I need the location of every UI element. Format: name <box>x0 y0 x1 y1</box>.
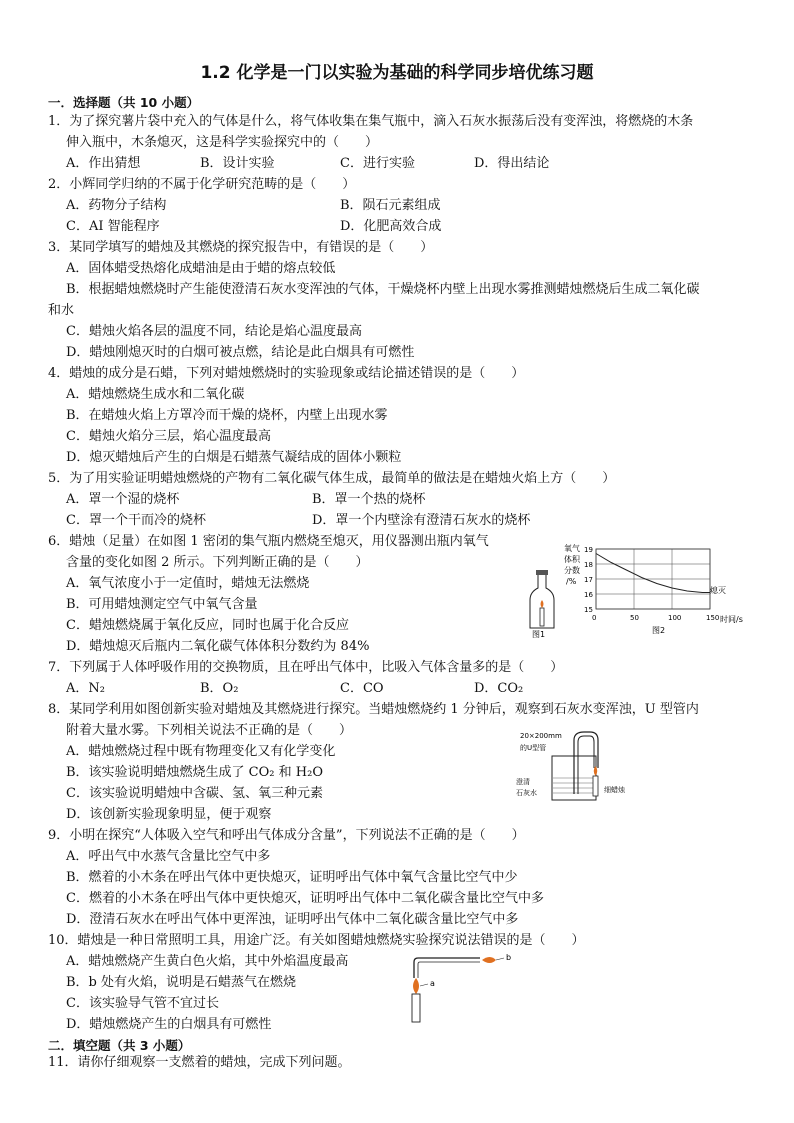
q3-option-b-cont: 和水 <box>48 303 75 318</box>
section-choice-heading: 一．选择题（共 10 小题） <box>48 95 200 110</box>
q2-option-b: B．陨石元素组成 <box>340 198 441 213</box>
q1-stem-cont: 伸入瓶中，木条熄灭，这是科学实验探究中的（ ） <box>66 135 379 150</box>
chart-ytick-label-4: 19 <box>584 546 593 554</box>
q10-option-b: B．b 处有火焰，说明是石蜡蒸气在燃烧 <box>66 975 297 990</box>
q8-option-a: A．蜡烛燃烧过程中既有物理变化又有化学变化 <box>66 744 336 759</box>
chart-xtick-label-1: 50 <box>630 614 639 622</box>
q8-label-tube-size: 20×200mm <box>520 732 562 740</box>
q8-label-limewater-1: 澄清 <box>516 778 530 786</box>
q3-option-d: D．蜡烛刚熄灭时的白烟可被点燃，结论是此白烟具有可燃性 <box>66 345 415 360</box>
q5-option-c: C．罩一个干而冷的烧杯 <box>66 513 206 528</box>
q8-label-candle: 细蜡烛 <box>604 786 625 794</box>
q4-stem: 4．蜡烛的成分是石蜡，下列对蜡烛燃烧时的实验现象或结论描述错误的是（ ） <box>48 366 525 381</box>
q7-option-d: D．CO₂ <box>474 681 524 696</box>
q8-stem-cont: 附着大量水雾。下列相关说法不正确的是（ ） <box>66 723 353 738</box>
chart-ylabel-1: 氧气 <box>564 544 580 553</box>
q7-option-b: B．O₂ <box>200 681 239 696</box>
q5-option-b: B．罩一个热的烧杯 <box>312 492 426 507</box>
q5-option-d: D．罩一个内壁涂有澄清石灰水的烧杯 <box>312 513 531 528</box>
chart-xlabel: 时间/s <box>720 615 743 624</box>
q6-option-b: B．可用蜡烛测定空气中氧气含量 <box>66 597 258 612</box>
q4-option-a: A．蜡烛燃烧生成水和二氧化碳 <box>66 387 245 402</box>
chart-ytick-label-1: 16 <box>584 591 593 599</box>
q8-stem: 8．某同学利用如图创新实验对蜡烛及其燃烧进行探究。当蜡烛燃烧约 1 分钟后，观察到石灰水变浑浊，U 型管内 <box>48 702 699 717</box>
page-title: 1.2 化学是一门以实验为基础的科学同步培优练习题 <box>200 63 594 83</box>
q6-figure1-flask <box>522 568 562 638</box>
chart-annotation: 熄灭 <box>710 586 726 595</box>
q7-option-a: A．N₂ <box>66 681 105 696</box>
q3-option-b: B．根据蜡烛燃烧时产生能使澄清石灰水变浑浊的气体，干燥烧杯内壁上出现水雾推测蜡烛燃烧后生成二氧化碳 <box>66 282 700 297</box>
q11-stem: 11．请你仔细观察一支燃着的蜡烛，完成下列问题。 <box>48 1055 351 1070</box>
q6-option-c: C．蜡烛燃烧属于氧化反应，同时也属于化合反应 <box>66 618 349 633</box>
q6-option-a: A．氧气浓度小于一定值时，蜡烛无法燃烧 <box>66 576 310 591</box>
q3-option-c: C．蜡烛火焰各层的温度不同，结论是焰心温度最高 <box>66 324 362 339</box>
q6-stem-cont: 含量的变化如图 2 所示。下列判断正确的是（ ） <box>66 555 369 570</box>
q9-option-d: D．澄清石灰水在呼出气体中更浑浊，证明呼出气体中二氧化碳含量比空气中多 <box>66 912 519 927</box>
q6-stem: 6．蜡烛（足量）在如图 1 密闭的集气瓶内燃烧至熄灭，用仪器测出瓶内氧气 <box>48 534 489 549</box>
q2-stem: 2．小辉同学归纳的不属于化学研究范畴的是（ ） <box>48 177 356 192</box>
q5-option-a: A．罩一个湿的烧杯 <box>66 492 180 507</box>
q1-option-c: C．进行实验 <box>340 156 415 171</box>
q8-apparatus-figure <box>512 728 642 810</box>
q10-label-b: b <box>506 953 512 962</box>
chart-grid <box>596 549 710 609</box>
q10-option-c: C．该实验导气管不宜过长 <box>66 996 219 1011</box>
q3-stem: 3．某同学填写的蜡烛及其燃烧的探究报告中，有错误的是（ ） <box>48 240 434 255</box>
q10-option-d: D．蜡烛燃烧产生的白烟具有可燃性 <box>66 1017 272 1032</box>
q9-option-a: A．呼出气中水蒸气含量比空气中多 <box>66 849 271 864</box>
q4-option-b: B．在蜡烛火焰上方罩冷而干燥的烧杯，内壁上出现水雾 <box>66 408 388 423</box>
q2-option-a: A．药物分子结构 <box>66 198 167 213</box>
q10-label-a: a <box>430 979 435 988</box>
q4-option-c: C．蜡烛火焰分三层，焰心温度最高 <box>66 429 271 444</box>
q1-option-b: B．设计实验 <box>200 156 275 171</box>
q7-option-c: C．CO <box>340 681 384 696</box>
q2-option-c: C．AI 智能程序 <box>66 219 160 234</box>
section-fill-heading: 二．填空题（共 3 小题） <box>48 1038 191 1053</box>
q10-stem: 10．蜡烛是一种日常照明工具，用途广泛。有关如图蜡烛燃烧实验探究说法错误的是（ ） <box>48 933 585 948</box>
chart-ylabel-2: 体积 <box>564 555 580 564</box>
q1-option-d: D．得出结论 <box>474 156 550 171</box>
q9-option-c: C．燃着的小木条在呼出气体中更快熄灭，证明呼出气体中二氧化碳含量比空气中多 <box>66 891 544 906</box>
q1-option-a: A．作出猜想 <box>66 156 141 171</box>
chart-ytick-label-3: 18 <box>584 561 593 569</box>
q4-option-d: D．熄灭蜡烛后产生的白烟是石蜡蒸气凝结成的固体小颗粒 <box>66 450 402 465</box>
chart-xtick-label-3: 150 <box>706 614 720 622</box>
q6-fig1-caption: 图1 <box>532 630 546 638</box>
q5-stem: 5．为了用实验证明蜡烛燃烧的产物有二氧化碳气体生成，最简单的做法是在蜡烛火焰上方（ ） <box>48 471 616 486</box>
q9-stem: 9．小明在探究“人体吸入空气和呼出气体成分含量”，下列说法不正确的是（ ） <box>48 828 525 843</box>
q6-option-d: D．蜡烛熄灭后瓶内二氧化碳气体体积分数约为 84% <box>66 639 370 654</box>
q9-option-b: B．燃着的小木条在呼出气体中更快熄灭，证明呼出气体中氧气含量比空气中少 <box>66 870 518 885</box>
q3-option-a: A．固体蜡受热熔化成蜡油是由于蜡的熔点较低 <box>66 261 336 276</box>
q8-option-d: D．该创新实验现象明显，便于观察 <box>66 807 272 822</box>
chart-xtick-label-2: 100 <box>668 614 682 622</box>
q8-option-b: B．该实验说明蜡烛燃烧生成了 CO₂ 和 H₂O <box>66 765 323 780</box>
q10-option-a: A．蜡烛燃烧产生黄白色火焰，其中外焰温度最高 <box>66 954 349 969</box>
chart-ytick-label-0: 15 <box>584 606 593 614</box>
q8-option-c: C．该实验说明蜡烛中含碳、氢、氧三种元素 <box>66 786 323 801</box>
q8-label-limewater-2: 石灰水 <box>516 789 537 797</box>
q10-candle-tube-figure <box>400 948 520 1028</box>
q1-stem: 1．为了探究薯片袋中充入的气体是什么，将气体收集在集气瓶中，滴入石灰水振荡后没有变浑浊，将燃烧的木条 <box>48 114 694 129</box>
chart-ytick-label-2: 17 <box>584 576 593 584</box>
chart-ticks <box>584 546 719 622</box>
q2-option-d: D．化肥高效合成 <box>340 219 442 234</box>
q8-label-tube: 的U型管 <box>520 744 547 752</box>
chart-xtick-label-0: 0 <box>592 614 597 622</box>
q6-fig2-caption: 图2 <box>652 626 666 635</box>
chart-ylabel-4: /% <box>566 577 577 586</box>
q6-figure2-chart <box>560 537 760 637</box>
q7-stem: 7．下列属于人体呼吸作用的交换物质，且在呼出气体中，比吸入气体含量多的是（ ） <box>48 660 564 675</box>
chart-ylabel-3: 分数 <box>564 566 580 575</box>
chart-series-line <box>596 554 710 593</box>
